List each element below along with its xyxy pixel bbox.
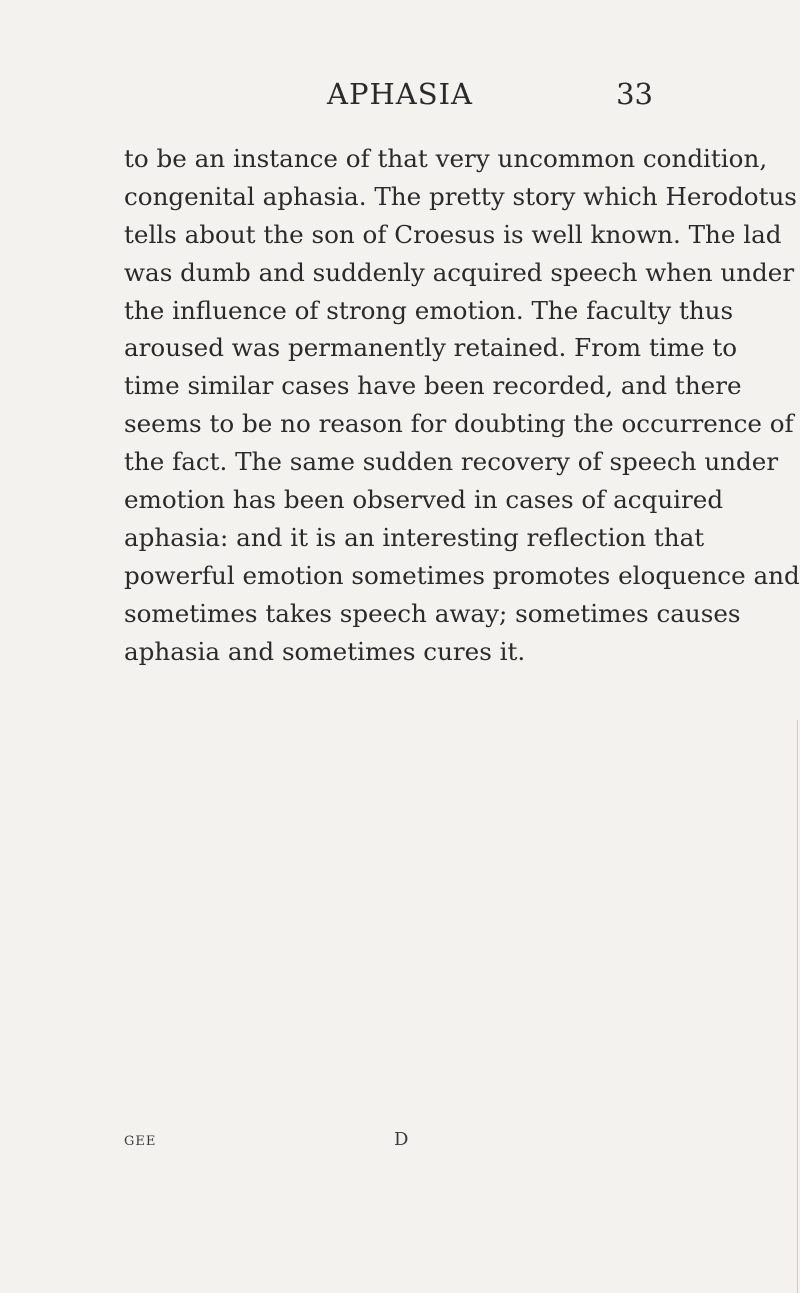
text-line: seems to be no reason for doubting the occurrence of xyxy=(124,409,794,439)
text-line: congenital aphasia. The pretty story which Herodotus xyxy=(124,181,797,211)
page-number: 33 xyxy=(616,77,653,111)
text-line: tells about the son of Croesus is well known. The lad xyxy=(124,219,782,249)
running-title: APHASIA xyxy=(327,77,473,111)
signature-letter: D xyxy=(394,1129,409,1150)
text-line: was dumb and suddenly acquired speech when under xyxy=(124,257,795,287)
text-line: sometimes takes speech away; sometimes causes xyxy=(124,598,741,628)
text-line: aroused was permanently retained. From time to xyxy=(124,333,738,363)
text-line: the influence of strong emotion. The faculty thus xyxy=(124,295,734,325)
text-line: powerful emotion sometimes promotes eloquence and xyxy=(124,560,800,590)
text-line: the fact. The same sudden recovery of speech under xyxy=(124,447,779,477)
scan-edge-shadow xyxy=(797,720,798,1293)
text-line: time similar cases have been recorded, and there xyxy=(124,371,742,401)
text-line: aphasia: and it is an interesting reflection that xyxy=(124,522,705,552)
running-head xyxy=(0,76,800,112)
text-line: emotion has been observed in cases of acquired xyxy=(124,485,724,515)
text-line: to be an instance of that very uncommon condition, xyxy=(124,144,768,173)
text-line: aphasia and sometimes cures it. xyxy=(124,636,526,666)
printer-signature-mark: GEE xyxy=(124,1134,157,1149)
body-paragraph xyxy=(124,140,800,670)
